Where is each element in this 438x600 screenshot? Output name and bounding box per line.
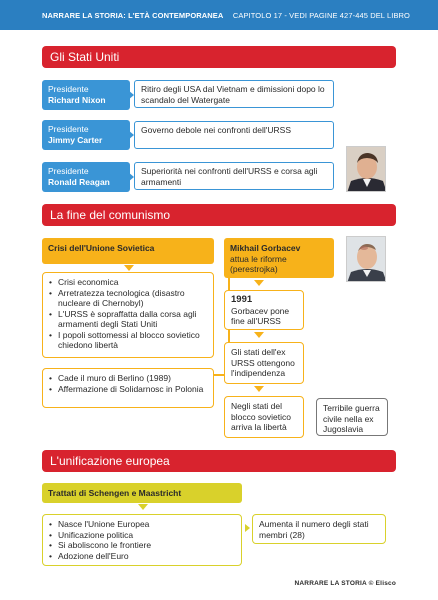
president-label-reagan — [42, 162, 130, 192]
president-note-nixon: Ritiro degli USA dal Vietnam e dimissioni dopo lo scandalo del Watergate — [134, 80, 334, 108]
section-header-unificazione-europea — [42, 450, 396, 472]
president-name: Jimmy Carter — [48, 135, 103, 145]
arrow-down-icon — [254, 280, 264, 286]
list-item: • Crisi economica — [49, 277, 207, 288]
president-note-reagan: Superiorità nei confronti dell'URSS e corsa agli armamenti — [134, 162, 334, 190]
arrow-down-icon — [138, 504, 148, 510]
list-item: • Adozione dell'Euro — [49, 551, 235, 562]
muro-berlino-box — [42, 368, 214, 408]
year-1991-box — [224, 290, 304, 330]
portrait-reagan-photo — [346, 146, 386, 192]
blocco-sovietico-box: Negli stati del blocco sovietico arriva la libertà — [224, 396, 304, 438]
president-label-carter — [42, 120, 130, 150]
section-title: La fine del comunismo — [50, 208, 171, 222]
list-item: • Arretratezza tecnologica (disastro nucleare di Chernobyl) — [49, 288, 207, 309]
crisi-causes-box — [42, 272, 214, 358]
header-chapter-reference: CAPITOLO 17 - VEDI PAGINE 427-445 DEL LIBRO — [232, 11, 410, 20]
arrow-down-icon — [254, 332, 264, 338]
stati-membri-box: Aumenta il numero degli stati membri (28) — [252, 514, 386, 544]
year-text: Gorbacev pone fine all'URSS — [231, 305, 290, 326]
list-item: • Cade il muro di Berlino (1989) — [49, 373, 207, 384]
page-header-bar — [0, 0, 438, 30]
president-label-nixon — [42, 80, 130, 110]
president-name: Ronald Reagan — [48, 177, 110, 187]
crisi-urss-heading: Crisi dell'Unione Sovietica — [42, 238, 214, 264]
list-item: • I popoli sottomessi al blocco sovietico chiedono libertà — [49, 330, 207, 351]
list-item: • Affermazione di Solidarnosc in Polonia — [49, 384, 207, 395]
ex-urss-independence-box: Gli stati dell'ex URSS ottengono l'indipendenza — [224, 342, 304, 384]
arrow-down-icon — [124, 265, 134, 271]
president-role: Presidente — [48, 124, 89, 134]
section-title: Gli Stati Uniti — [50, 50, 120, 64]
jugoslavia-war-box: Terribile guerra civile nella ex Jugoslavia — [316, 398, 388, 436]
gorbacev-box — [224, 238, 334, 278]
list-item: • Nasce l'Unione Europea — [49, 519, 235, 530]
list-item: • L'URSS è sopraffatta dalla corsa agli armamenti degli Stati Uniti — [49, 309, 207, 330]
arrow-right-icon — [245, 524, 250, 532]
header-book-title: NARRARE LA STORIA: L'ETÀ CONTEMPORANEA — [42, 11, 224, 20]
trattati-heading: Trattati di Schengen e Maastricht — [42, 483, 242, 503]
president-name: Richard Nixon — [48, 95, 106, 105]
arrow-down-icon — [254, 386, 264, 392]
gorbacev-name: Mikhail Gorbacev — [230, 243, 301, 253]
page-footer: NARRARE LA STORIA © Elisco — [294, 580, 396, 587]
europa-outcomes-box — [42, 514, 242, 566]
year-label: 1991 — [231, 294, 253, 305]
section-title: L'unificazione europea — [50, 454, 170, 468]
section-header-stati-uniti — [42, 46, 396, 68]
president-role: Presidente — [48, 166, 89, 176]
list-item: • Si aboliscono le frontiere — [49, 540, 235, 551]
president-note-carter: Governo debole nei confronti dell'URSS — [134, 121, 334, 149]
list-item: • Unificazione politica — [49, 530, 235, 541]
president-role: Presidente — [48, 84, 89, 94]
portrait-gorbacev-photo — [346, 236, 386, 282]
gorbacev-reforms: attua le riforme (perestrojka) — [230, 253, 287, 274]
section-header-fine-comunismo — [42, 204, 396, 226]
